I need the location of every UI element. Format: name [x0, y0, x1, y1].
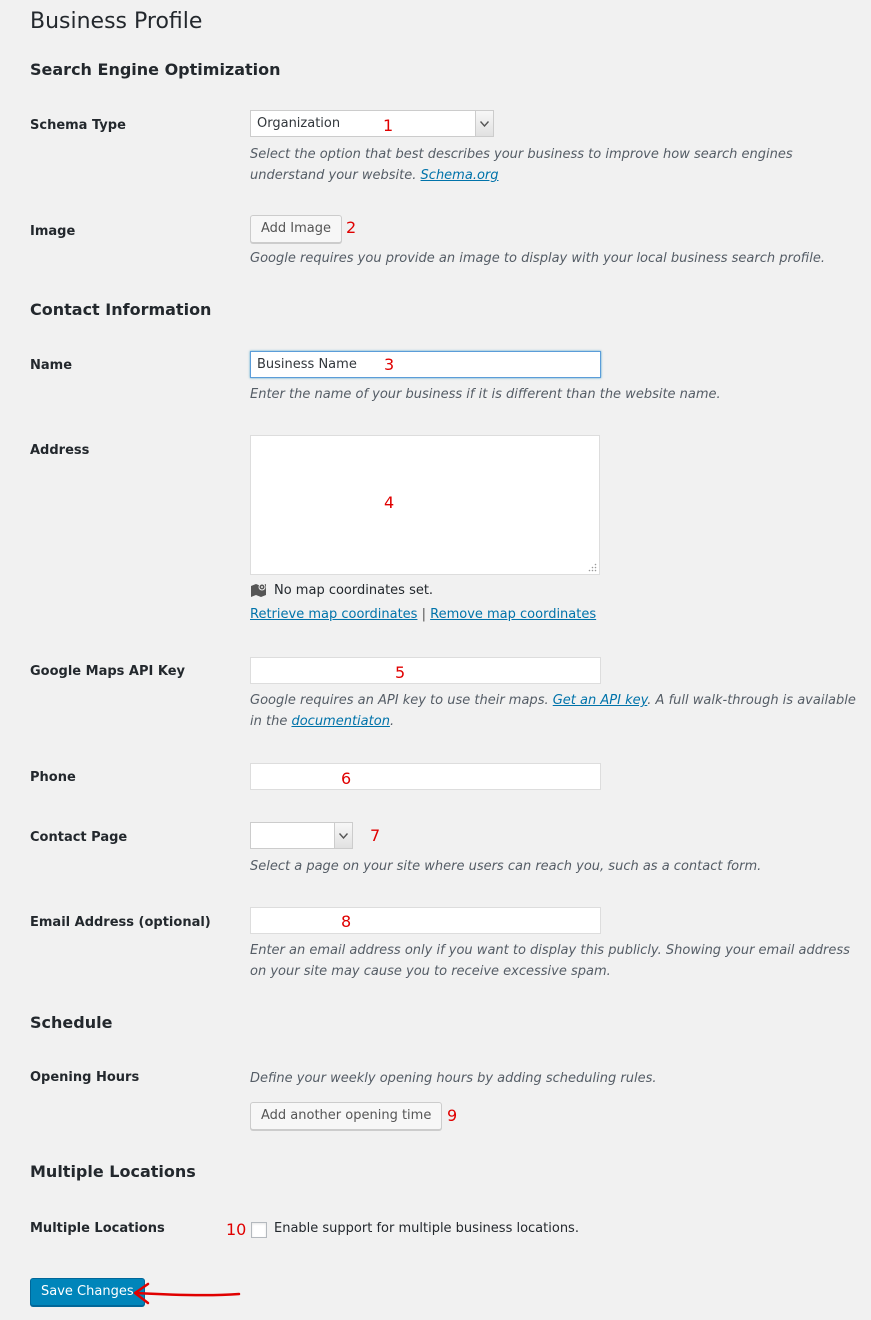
maps-api-description-text-2: . A full walk-through is available in the: [250, 693, 856, 729]
email-input[interactable]: [250, 907, 601, 934]
map-status: [250, 582, 433, 598]
map-links: [250, 607, 596, 622]
email-label: Email Address (optional): [30, 915, 211, 930]
schema-org-link[interactable]: Schema.org: [420, 168, 499, 183]
maps-api-input[interactable]: [250, 657, 601, 684]
annotation-marker-7: 7: [370, 826, 381, 845]
seo-heading: Search Engine Optimization: [30, 60, 281, 79]
annotation-marker-8: 8: [341, 912, 352, 931]
retrieve-map-coordinates-link[interactable]: Retrieve map coordinates: [250, 607, 418, 622]
add-image-button[interactable]: Add Image: [250, 215, 342, 243]
name-label: Name: [30, 358, 73, 373]
annotation-marker-4: 4: [384, 493, 395, 512]
opening-hours-label: Opening Hours: [30, 1070, 140, 1085]
annotation-marker-1: 1: [383, 116, 394, 135]
map-status-text: No map coordinates set.: [274, 582, 434, 598]
phone-input[interactable]: [250, 763, 601, 790]
map-links-separator: |: [421, 607, 426, 622]
name-input[interactable]: [250, 351, 601, 378]
remove-map-coordinates-link[interactable]: Remove map coordinates: [430, 607, 597, 622]
annotation-marker-6: 6: [341, 769, 352, 788]
maps-api-description-text-1: Google requires an API key to use their maps.: [250, 693, 549, 708]
contact-heading: Contact Information: [30, 300, 212, 319]
annotation-marker-9: 9: [447, 1106, 458, 1125]
documentation-link[interactable]: documentiaton: [291, 714, 390, 729]
multiple-locations-label: Multiple Locations: [30, 1221, 165, 1236]
save-changes-button[interactable]: Save Changes: [30, 1278, 145, 1306]
annotation-marker-3: 3: [384, 355, 395, 374]
resize-handle-icon[interactable]: [588, 563, 597, 572]
image-label: Image: [30, 224, 76, 239]
contact-page-select[interactable]: [250, 822, 353, 849]
maps-api-description: [250, 690, 860, 732]
red-arrow-annotation-icon: [132, 1282, 242, 1306]
contact-page-label: Contact Page: [30, 830, 128, 845]
schema-type-description: [250, 144, 850, 186]
maps-api-label: Google Maps API Key: [30, 664, 186, 679]
opening-hours-description: Define your weekly opening hours by adding scheduling rules.: [250, 1071, 657, 1086]
map-icon: [250, 582, 268, 598]
maps-api-description-text-3: .: [389, 714, 395, 729]
address-textarea[interactable]: [250, 435, 600, 575]
name-input-value: Business Name: [257, 357, 357, 372]
image-description: Google requires you provide an image to display with your local business search profile.: [250, 251, 825, 266]
contact-page-description: Select a page on your site where users can reach you, such as a contact form.: [250, 859, 762, 874]
annotation-marker-5: 5: [395, 663, 406, 682]
schema-type-label: Schema Type: [30, 118, 126, 133]
annotation-marker-10: 10: [226, 1220, 247, 1239]
locations-heading: Multiple Locations: [30, 1162, 196, 1181]
schema-type-description-text: Select the option that best describes your business to improve how search engines understand your website.: [250, 147, 793, 183]
page-title: Business Profile: [30, 9, 203, 34]
schema-type-value: Organization: [257, 116, 341, 131]
chevron-down-icon: [334, 823, 352, 848]
multiple-locations-checkbox[interactable]: [251, 1222, 267, 1238]
annotation-marker-2: 2: [346, 218, 357, 237]
schedule-heading: Schedule: [30, 1013, 113, 1032]
multiple-locations-checkbox-label[interactable]: Enable support for multiple business locations.: [274, 1221, 579, 1236]
phone-label: Phone: [30, 770, 76, 785]
name-description: Enter the name of your business if it is different than the website name.: [250, 387, 721, 402]
email-description: Enter an email address only if you want to display this publicly. Showing your email address on your site may cause you to receive excessive spam.: [250, 943, 850, 979]
schema-type-select[interactable]: [250, 110, 494, 137]
chevron-down-icon: [475, 111, 493, 136]
add-opening-time-button[interactable]: Add another opening time: [250, 1102, 442, 1130]
get-api-key-link[interactable]: Get an API key: [552, 693, 648, 708]
address-label: Address: [30, 443, 90, 458]
